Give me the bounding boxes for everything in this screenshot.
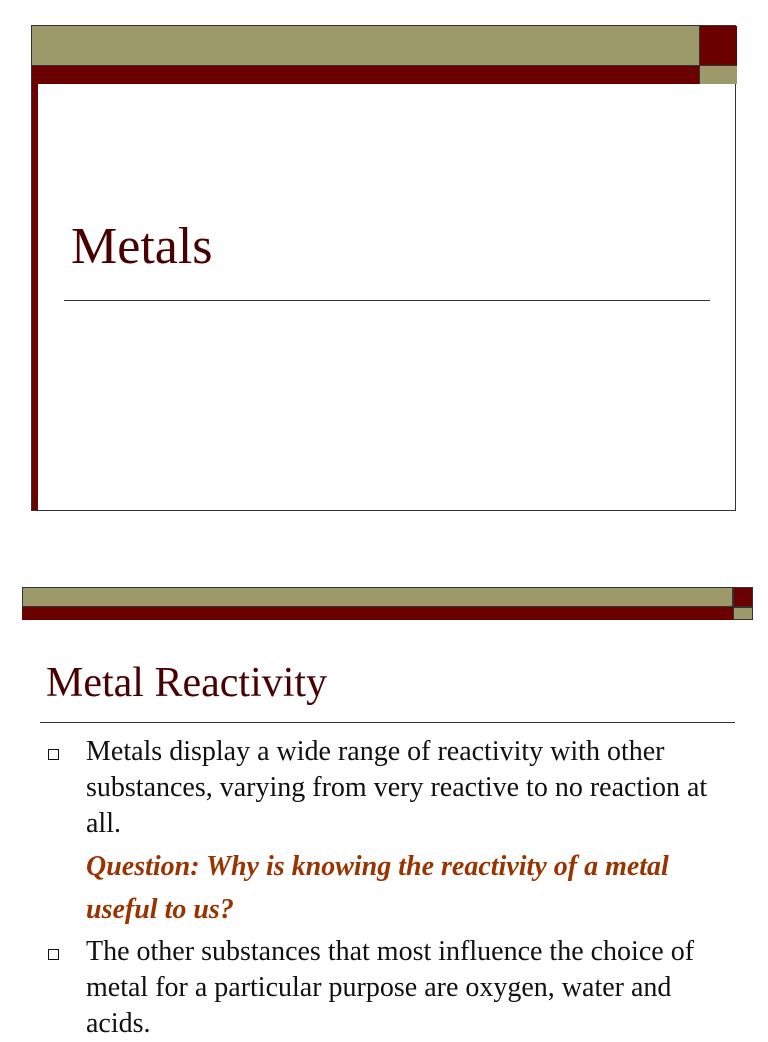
slide2-header xyxy=(22,587,754,621)
header-band-olive xyxy=(22,587,733,607)
corner-square-olive xyxy=(733,607,753,620)
header-band-olive xyxy=(32,26,699,66)
corner-square-red xyxy=(733,587,753,607)
title-divider xyxy=(64,300,710,301)
header-band-red xyxy=(22,607,733,620)
square-bullet-icon xyxy=(48,949,59,960)
title-slide xyxy=(31,25,736,511)
slide-title: Metals xyxy=(71,218,213,275)
bullet-text: The other substances that most influence the choice of metal for a particular purpose are oxygen, water and acids. xyxy=(86,936,695,1039)
corner-square-red xyxy=(699,26,737,66)
left-accent-bar xyxy=(32,84,38,510)
square-bullet-icon xyxy=(48,749,59,760)
corner-square-olive xyxy=(699,66,737,84)
bullet-text: Metals display a wide range of reactivity with other substances, varying from very reactive to no reaction at all. xyxy=(86,736,708,839)
title-divider xyxy=(40,722,735,723)
header-band-red xyxy=(32,66,699,84)
question-text: Question: Why is knowing the reactivity of a metal useful to us? xyxy=(86,851,669,925)
slide-title: Metal Reactivity xyxy=(46,660,328,706)
